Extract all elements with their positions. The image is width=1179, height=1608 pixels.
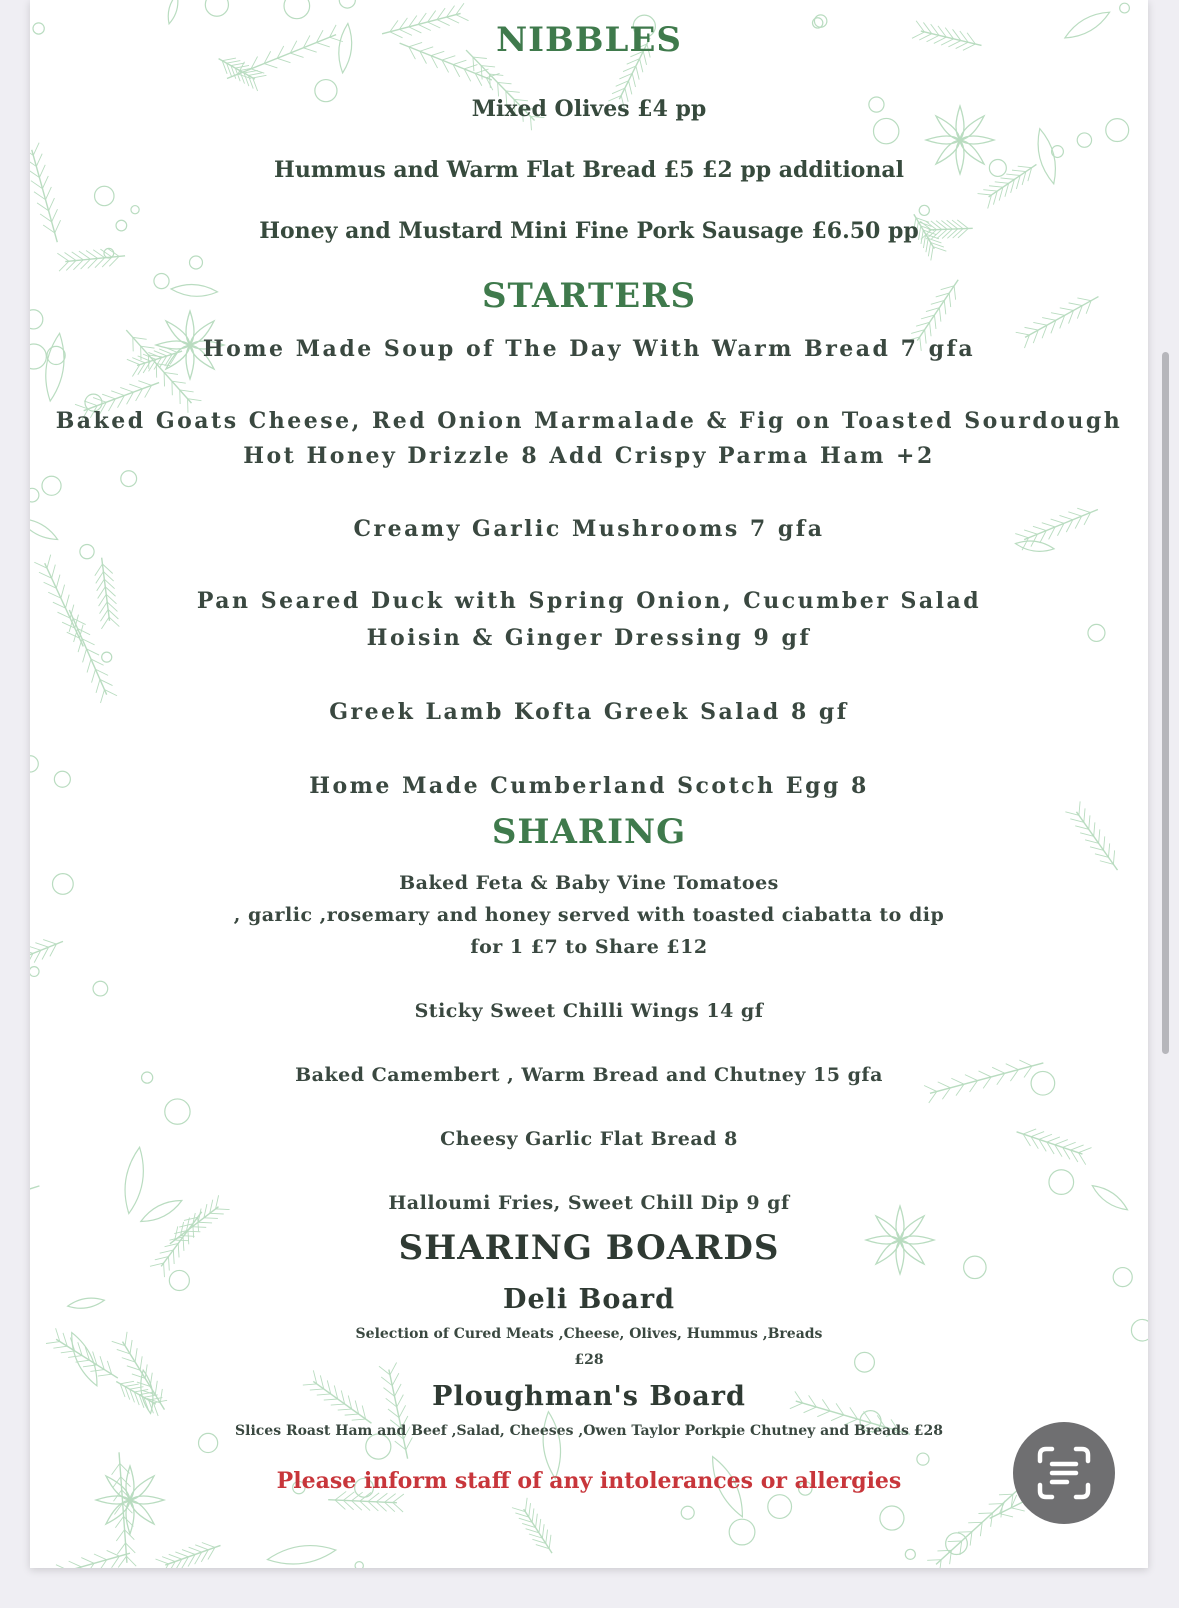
heading-starters: STARTERS [481,276,697,316]
menu-item: Greek Lamb Kofta Greek Salad 8 gf [329,699,849,725]
menu-item: Honey and Mustard Mini Fine Pork Sausage £6.50 pp [259,218,919,244]
ploughmans-board-description: Slices Roast Ham and Beef ,Salad, Cheeses ,Owen Taylor Porkpie Chutney and Breads £28 [235,1423,943,1439]
menu-item: Hot Honey Drizzle 8 Add Crispy Parma Ham +2 [243,443,935,469]
allergy-notice: Please inform staff of any intolerances or allergies [276,1468,902,1494]
menu-item: Baked Feta & Baby Vine Tomatoes [399,872,779,894]
menu-item: Halloumi Fries, Sweet Chill Dip 9 gf [388,1192,790,1214]
menu-item: Hummus and Warm Flat Bread £5 £2 pp additional [274,157,904,183]
live-text-scan-icon [1036,1445,1092,1501]
menu-item: Creamy Garlic Mushrooms 7 gfa [353,516,825,542]
menu-item: Home Made Cumberland Scotch Egg 8 [309,773,869,799]
heading-sharing-boards: SHARING BOARDS [398,1228,780,1268]
scrollbar[interactable] [1162,352,1169,1054]
heading-sharing: SHARING [491,812,687,852]
live-text-scan-button[interactable] [1013,1422,1115,1524]
menu-item: Hoisin & Ginger Dressing 9 gf [366,625,812,651]
deli-board-description: Selection of Cured Meats ,Cheese, Olives, Hummus ,Breads [355,1326,823,1342]
menu-item: Mixed Olives £4 pp [471,96,707,122]
deli-board-price: £28 [574,1352,604,1368]
menu-item: Cheesy Garlic Flat Bread 8 [440,1128,738,1150]
menu-item: Baked Goats Cheese, Red Onion Marmalade & Fig on Toasted Sourdough [55,408,1123,434]
menu-item: Home Made Soup of The Day With Warm Bread 7 gfa [202,336,976,362]
menu-item: Baked Camembert , Warm Bread and Chutney 15 gfa [295,1064,883,1086]
menu-page [30,0,1148,1568]
menu-item: Pan Seared Duck with Spring Onion, Cucumber Salad [196,588,982,614]
menu-item: Sticky Sweet Chilli Wings 14 gf [414,1000,764,1022]
ploughmans-board-title: Ploughman's Board [432,1381,746,1412]
deli-board-title: Deli Board [503,1284,675,1315]
heading-nibbles: NIBBLES [496,20,682,60]
menu-item: , garlic ,rosemary and honey served with toasted ciabatta to dip [233,904,945,926]
menu-item: for 1 £7 to Share £12 [470,936,708,958]
